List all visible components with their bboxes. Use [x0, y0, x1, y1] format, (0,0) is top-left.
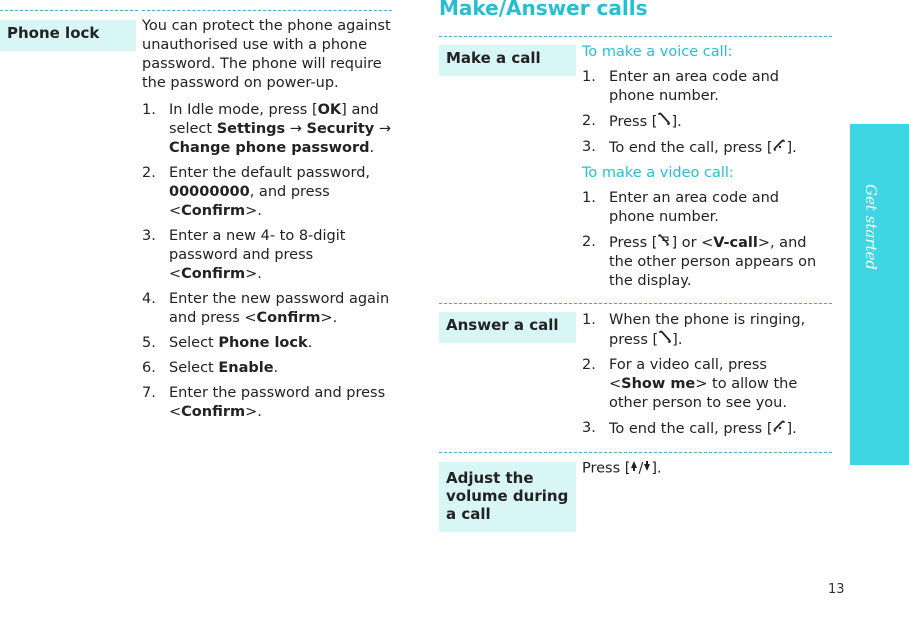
list-item: 3. To end the call, press [ ]. [582, 139, 797, 156]
answer-call-content [582, 311, 827, 445]
end-key-icon [772, 419, 786, 439]
list-item: 1. In Idle mode, press [OK] and select Settings → Security → Change phone password. [142, 102, 391, 156]
divider-adjust-volume [439, 452, 832, 453]
divider-make-call [439, 36, 832, 37]
list-item: 2. Enter the default password, 00000000, and press <Confirm>. [142, 165, 371, 219]
video-call-heading: To make a video call: [582, 165, 734, 181]
list-item: 6. Select Enable. [142, 360, 279, 376]
list-item: 1. Enter an area code and phone number. [582, 69, 780, 104]
phone-lock-intro: You can protect the phone against unauthorised use with a phone password. The phone will require the password on power-up. [142, 18, 391, 91]
adjust-volume-content: Press [ / ]. [582, 460, 662, 477]
list-item: 4. Enter the new password again and press <Confirm>. [142, 291, 390, 326]
list-item: 1. Enter an area code and phone number. [582, 190, 780, 225]
divider-left-top [0, 10, 138, 11]
voice-call-steps [582, 68, 827, 158]
make-call-label: Make a call [439, 45, 576, 76]
section-tab-label: Get started [862, 184, 880, 271]
voice-call-heading: To make a voice call: [582, 44, 733, 60]
video-call-key-icon [657, 233, 671, 253]
page-number: 13 [828, 582, 845, 597]
section-tab [850, 124, 909, 465]
phone-lock-steps [142, 101, 392, 422]
answer-call-steps [582, 311, 827, 439]
answer-call-label: Answer a call [439, 312, 576, 343]
list-item: 2. Press [ ]. [582, 113, 682, 130]
phone-lock-label: Phone lock [0, 20, 136, 51]
divider-left-top-2 [142, 10, 392, 11]
list-item: 3. To end the call, press [ ]. [582, 420, 797, 437]
list-item: 2. For a video call, press <Show me> to allow the other person to see you. [582, 357, 798, 411]
list-item: 7. Enter the password and press <Confirm>. [142, 385, 386, 420]
divider-answer-call [439, 303, 832, 304]
send-key-icon [658, 330, 672, 350]
adjust-volume-label: Adjust the volume during a call [439, 462, 576, 532]
list-item: 3. Enter a new 4- to 8-digit password and press <Confirm>. [142, 228, 346, 282]
send-key-icon [657, 112, 671, 132]
list-item: 5. Select Phone lock. [142, 335, 313, 351]
page-title: Make/Answer calls [439, 0, 648, 20]
video-call-steps [582, 189, 827, 291]
end-key-icon [772, 138, 786, 158]
list-item: 1. When the phone is ringing, press [ ]. [582, 312, 806, 348]
make-call-content [582, 43, 827, 297]
list-item: 2. Press [ ] or <V-call>, and the other person appears on the display. [582, 234, 817, 289]
phone-lock-content [142, 17, 392, 428]
